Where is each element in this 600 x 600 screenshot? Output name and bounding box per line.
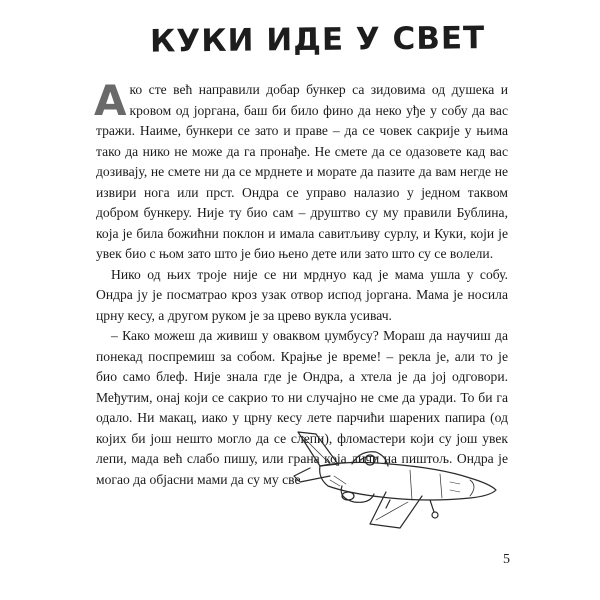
paragraph-2: Нико од њих троје није се ни мрднуо кад је мама ушла у собу. Ондра ју је посматрао кроз узак отвор испод јоргана. Мама је носила црну кесу, а другом руком је за црево вукла усивач. [96,266,508,323]
drop-cap: А [94,76,127,125]
airplane-illustration [290,420,500,540]
chapter-title: КУКИ ИДЕ У СВЕТ [149,20,486,60]
page-number: 5 [503,552,510,567]
paragraph-1-text: ко сте већ направили добар бункер са зидовима од душека и кровом од јоргана, баш би било фино да неко уђе у собу да вас тражи. Наиме, бункери се зато и праве – да се човек сакрије у њима тако да нико не може да га пронађе. Не смете да се одазовете кад вас дозивају, не смете ни да се мрднете и морате да пазите да вам негде не извири нога или прст. Ондра се управо налазио у једном таквом добром бункеру. Није ту био сам – друштво су му правили Бублина, која је била божићни поклон и имала савитљиву сурлу, и Куки, који је увек био с њом зато што је био њено дете или зато што су се волели. [96,82,508,261]
paragraph-1 [94,76,508,265]
paragraph-3: – Како можеш да живиш у оваквом џумбусу? Мораш да научиш да понекад поспремиш за собом. Крајње је време! – рекла је, али то је био само блеф. Није знала где је Ондра, а хтела је да јој одговори. Међутим, онај који се сакрио то ни случајно не сме да уради. То би га одало. Ни макац, иако у црну кесу лете парчићи шарених папира (од којих би још нешто могло да се слепи), фломастери који су још увек лепи, мада већ слабо пишу, или грана која личи на пиштољ. Ондра је могао да објасни мами да су му све [96,328,508,487]
